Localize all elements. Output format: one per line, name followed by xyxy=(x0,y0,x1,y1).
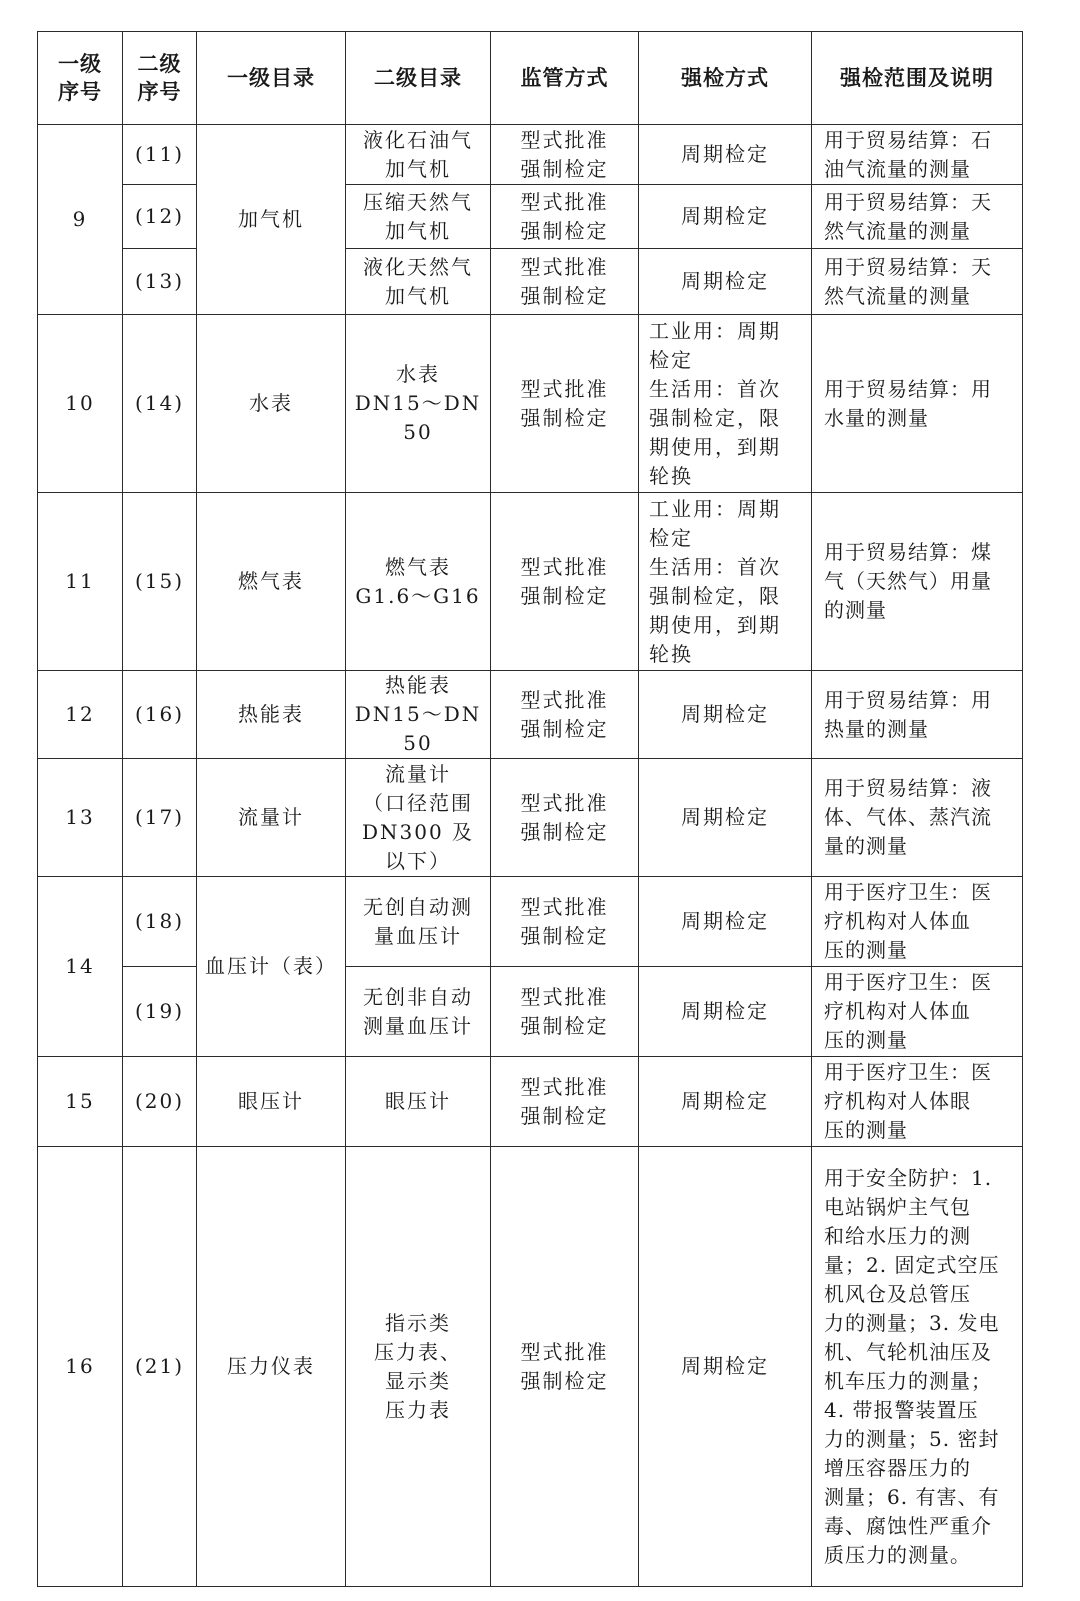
header-level1-no xyxy=(38,32,123,125)
level1-catalog-cell: 流量计 xyxy=(197,759,346,877)
scope-cell-line: 和给水压力的测 xyxy=(824,1223,971,1248)
level1-catalog-cell: 水表 xyxy=(197,315,346,493)
supervision-cell-line: 强制检定 xyxy=(520,1013,609,1038)
level1-catalog-cell: 加气机 xyxy=(197,125,346,315)
table-row xyxy=(38,967,1023,1057)
level1-catalog-cell: 眼压计 xyxy=(197,1057,346,1147)
supervision-cell xyxy=(491,759,639,877)
level2-no-cell: (16) xyxy=(123,671,197,759)
table-row xyxy=(38,493,1023,671)
header-text: 序号 xyxy=(58,80,102,104)
scope-cell-line: 疗机构对人体眼 xyxy=(824,1089,971,1113)
table-row xyxy=(38,671,1023,759)
scope-cell-line: 热量的测量 xyxy=(824,716,929,741)
level2-no-cell: (11) xyxy=(123,125,197,185)
inspection-catalog-table xyxy=(37,31,1023,1587)
scope-cell-line: 然气流量的测量 xyxy=(824,283,971,308)
header-text: 一级 xyxy=(58,52,102,76)
scope-cell-line: 用于贸易结算：天 xyxy=(824,254,992,279)
supervision-cell-line: 强制检定 xyxy=(520,156,609,181)
level2-catalog-cell-line: 液化天然气 xyxy=(363,254,473,279)
scope-cell-line: 机车压力的测量； xyxy=(824,1368,992,1393)
scope-cell-line: 气（天然气）用量 xyxy=(824,569,992,593)
header-text: 二级 xyxy=(137,52,182,76)
level2-catalog-cell xyxy=(346,185,491,249)
scope-cell xyxy=(812,249,1023,315)
table-row xyxy=(38,185,1023,249)
scope-cell-line: 机风仓及总管压 xyxy=(824,1281,971,1306)
scope-cell-line: 压的测量 xyxy=(824,1118,908,1142)
level1-catalog-cell: 压力仪表 xyxy=(197,1147,346,1587)
scope-cell-line: 用于贸易结算：用 xyxy=(824,376,992,401)
scope-cell-line: 压的测量 xyxy=(824,938,908,962)
level2-catalog-cell xyxy=(346,759,491,877)
supervision-cell xyxy=(491,125,639,185)
scope-cell-line: 力的测量；5. 密封 xyxy=(824,1426,1000,1451)
level2-catalog-cell-line: 压缩天然气 xyxy=(363,189,473,214)
table-row xyxy=(38,759,1023,877)
scope-cell-line: 用于医疗卫生：医 xyxy=(824,880,992,904)
header-inspection: 强检方式 xyxy=(639,32,812,125)
supervision-cell-line: 型式批准 xyxy=(520,189,609,214)
scope-cell-line: 然气流量的测量 xyxy=(824,218,971,243)
level1-no-cell: 14 xyxy=(38,877,123,1057)
level2-catalog-cell-line: 水表 xyxy=(396,362,440,386)
level2-catalog-cell-line: 测量血压计 xyxy=(363,1013,473,1038)
inspection-cell-line: 强制检定，限 xyxy=(649,405,781,430)
table-body xyxy=(38,125,1023,1587)
scope-cell-line: 体、气体、蒸汽流 xyxy=(824,805,992,829)
scope-cell-line: 用于医疗卫生：医 xyxy=(824,1060,992,1084)
level1-no-cell: 15 xyxy=(38,1057,123,1147)
level2-catalog-cell-line: 加气机 xyxy=(385,283,451,308)
table-row xyxy=(38,125,1023,185)
inspection-cell xyxy=(639,967,812,1057)
level2-catalog-cell-line: 液化石油气 xyxy=(363,127,473,152)
level2-catalog-cell-line: 加气机 xyxy=(385,156,451,181)
level1-catalog-cell: 燃气表 xyxy=(197,493,346,671)
scope-cell xyxy=(812,1147,1023,1587)
supervision-cell-line: 强制检定 xyxy=(520,819,609,844)
level2-catalog-cell-line: 热能表 xyxy=(385,673,451,697)
level1-no-cell: 9 xyxy=(38,125,123,315)
supervision-cell-line: 型式批准 xyxy=(520,894,609,919)
table-row xyxy=(38,1057,1023,1147)
scope-cell-line: 油气流量的测量 xyxy=(824,156,971,181)
level2-no-cell: (13) xyxy=(123,249,197,315)
header-scope: 强检范围及说明 xyxy=(812,32,1023,125)
supervision-cell-line: 强制检定 xyxy=(520,218,609,243)
inspection-cell-line: 轮换 xyxy=(649,463,693,488)
supervision-cell xyxy=(491,315,639,493)
level2-catalog-cell xyxy=(346,493,491,671)
supervision-cell-line: 型式批准 xyxy=(520,254,609,279)
table-row xyxy=(38,1147,1023,1587)
level2-catalog-cell-line: 流量计 xyxy=(385,761,451,786)
level2-no-cell: (21) xyxy=(123,1147,197,1587)
inspection-cell-line: 生活用：首次 xyxy=(649,376,781,401)
level2-catalog-cell xyxy=(346,1147,491,1587)
supervision-cell xyxy=(491,1057,639,1147)
inspection-cell-line: 轮换 xyxy=(649,641,693,666)
inspection-cell xyxy=(639,1147,812,1587)
inspection-cell-line: 周期检定 xyxy=(681,1089,769,1113)
scope-cell-line: 质压力的测量。 xyxy=(824,1542,971,1567)
scope-cell-line: 力的测量；3. 发电 xyxy=(824,1310,1000,1335)
supervision-cell xyxy=(491,877,639,967)
supervision-cell-line: 型式批准 xyxy=(520,984,609,1009)
header-supervision: 监管方式 xyxy=(491,32,639,125)
supervision-cell-line: 型式批准 xyxy=(520,127,609,152)
scope-cell xyxy=(812,315,1023,493)
scope-cell-line: 量的测量 xyxy=(824,834,908,858)
level2-catalog-cell xyxy=(346,1057,491,1147)
supervision-cell xyxy=(491,493,639,671)
supervision-cell-line: 强制检定 xyxy=(520,716,609,741)
scope-cell xyxy=(812,185,1023,249)
supervision-cell xyxy=(491,671,639,759)
supervision-cell-line: 型式批准 xyxy=(520,790,609,815)
level2-no-cell: (18) xyxy=(123,877,197,967)
supervision-cell-line: 强制检定 xyxy=(520,1103,609,1128)
scope-cell-line: 疗机构对人体血 xyxy=(824,909,971,933)
level2-catalog-cell-line: （口径范围 xyxy=(363,790,473,815)
supervision-cell xyxy=(491,1147,639,1587)
table-row xyxy=(38,315,1023,493)
supervision-cell xyxy=(491,185,639,249)
supervision-cell-line: 强制检定 xyxy=(520,405,609,430)
supervision-cell-line: 强制检定 xyxy=(520,583,609,608)
level2-catalog-cell-line: 压力表 xyxy=(385,1397,451,1422)
scope-cell-line: 用于贸易结算：煤 xyxy=(824,540,992,564)
scope-cell xyxy=(812,125,1023,185)
supervision-cell xyxy=(491,967,639,1057)
header-level2-catalog: 二级目录 xyxy=(346,32,491,125)
inspection-cell xyxy=(639,1057,812,1147)
inspection-cell-line: 周期检定 xyxy=(681,142,769,166)
scope-cell-line: 量；2. 固定式空压 xyxy=(824,1252,1000,1277)
level1-catalog-cell: 热能表 xyxy=(197,671,346,759)
inspection-cell xyxy=(639,671,812,759)
scope-cell-line: 增压容器压力的 xyxy=(824,1455,971,1480)
supervision-cell-line: 型式批准 xyxy=(520,1339,609,1364)
level2-catalog-cell-line: G1.6～G16 xyxy=(355,583,481,608)
level1-no-cell: 11 xyxy=(38,493,123,671)
inspection-cell-line: 周期检定 xyxy=(681,999,769,1023)
level1-no-cell: 12 xyxy=(38,671,123,759)
level2-catalog-cell-line: 显示类 xyxy=(385,1368,451,1393)
header-row xyxy=(38,32,1023,125)
inspection-cell-line: 生活用：首次 xyxy=(649,554,781,579)
inspection-cell-line: 期使用，到期 xyxy=(649,434,781,459)
scope-cell-line: 测量；6. 有害、有 xyxy=(824,1484,1000,1509)
scope-cell xyxy=(812,759,1023,877)
level2-catalog-cell xyxy=(346,671,491,759)
inspection-cell-line: 周期检定 xyxy=(681,909,769,933)
level2-no-cell: (15) xyxy=(123,493,197,671)
level2-catalog-cell-line: DN15～DN50 xyxy=(354,391,482,444)
inspection-cell xyxy=(639,185,812,249)
scope-cell-line: 压的测量 xyxy=(824,1028,908,1052)
supervision-cell-line: 型式批准 xyxy=(520,376,609,401)
scope-cell-line: 疗机构对人体血 xyxy=(824,999,971,1023)
inspection-cell-line: 周期检定 xyxy=(681,1354,769,1378)
scope-cell-line: 用于医疗卫生：医 xyxy=(824,970,992,994)
level2-catalog-cell-line: 无创非自动 xyxy=(363,984,473,1009)
level2-no-cell: (19) xyxy=(123,967,197,1057)
level2-no-cell: (14) xyxy=(123,315,197,493)
inspection-cell-line: 周期检定 xyxy=(681,702,769,726)
level2-catalog-cell xyxy=(346,877,491,967)
level1-no-cell: 10 xyxy=(38,315,123,493)
level2-catalog-cell-line: 加气机 xyxy=(385,218,451,243)
inspection-cell-line: 周期检定 xyxy=(681,269,769,293)
level2-catalog-cell-line: 压力表、 xyxy=(374,1339,462,1364)
inspection-cell xyxy=(639,315,812,493)
inspection-cell-line: 周期检定 xyxy=(681,805,769,829)
scope-cell-line: 用于贸易结算：天 xyxy=(824,189,992,214)
supervision-cell-line: 强制检定 xyxy=(520,283,609,308)
inspection-cell xyxy=(639,877,812,967)
inspection-cell-line: 强制检定，限 xyxy=(649,583,781,608)
level2-catalog-cell-line: 眼压计 xyxy=(385,1089,451,1113)
level2-no-cell: (17) xyxy=(123,759,197,877)
header-text: 序号 xyxy=(137,80,182,104)
inspection-cell xyxy=(639,249,812,315)
scope-cell-line: 用于贸易结算：用 xyxy=(824,687,992,712)
level2-no-cell: (20) xyxy=(123,1057,197,1147)
level2-catalog-cell-line: 燃气表 xyxy=(385,554,451,579)
inspection-cell-line: 检定 xyxy=(649,525,693,550)
scope-cell-line: 用于贸易结算：液 xyxy=(824,776,992,800)
supervision-cell-line: 强制检定 xyxy=(520,923,609,948)
level2-catalog-cell-line: 以下） xyxy=(385,848,451,873)
inspection-cell-line: 工业用：周期 xyxy=(649,496,781,521)
level2-catalog-cell-line: 指示类 xyxy=(385,1310,451,1335)
scope-cell xyxy=(812,493,1023,671)
level2-catalog-cell-line: 无创自动测 xyxy=(363,894,473,919)
scope-cell xyxy=(812,967,1023,1057)
supervision-cell-line: 强制检定 xyxy=(520,1368,609,1393)
level1-catalog-cell: 血压计（表） xyxy=(197,877,346,1057)
level2-catalog-cell-line: DN300 及 xyxy=(361,819,475,844)
inspection-cell-line: 检定 xyxy=(649,347,693,372)
table-row xyxy=(38,249,1023,315)
inspection-cell xyxy=(639,493,812,671)
supervision-cell-line: 型式批准 xyxy=(520,687,609,712)
scope-cell-line: 用于贸易结算：石 xyxy=(824,127,992,152)
level2-catalog-cell xyxy=(346,967,491,1057)
inspection-cell-line: 周期检定 xyxy=(681,204,769,228)
level2-catalog-cell xyxy=(346,249,491,315)
level2-catalog-cell-line: DN15～DN50 xyxy=(354,702,482,755)
scope-cell-line: 电站锅炉主气包 xyxy=(824,1194,971,1219)
inspection-cell xyxy=(639,759,812,877)
level1-no-cell: 13 xyxy=(38,759,123,877)
header-level2-no xyxy=(123,32,197,125)
level2-no-cell: (12) xyxy=(123,185,197,249)
scope-cell-line: 机、气轮机油压及 xyxy=(824,1339,992,1364)
level2-catalog-cell xyxy=(346,125,491,185)
supervision-cell xyxy=(491,249,639,315)
table-row xyxy=(38,877,1023,967)
scope-cell-line: 4. 带报警装置压 xyxy=(824,1397,979,1422)
header-level1-catalog: 一级目录 xyxy=(197,32,346,125)
level2-catalog-cell-line: 量血压计 xyxy=(374,923,462,948)
scope-cell xyxy=(812,1057,1023,1147)
inspection-cell-line: 期使用，到期 xyxy=(649,612,781,637)
scope-cell-line: 的测量 xyxy=(824,598,887,622)
level1-no-cell: 16 xyxy=(38,1147,123,1587)
inspection-cell xyxy=(639,125,812,185)
inspection-cell-line: 工业用：周期 xyxy=(649,318,781,343)
scope-cell-line: 水量的测量 xyxy=(824,405,929,430)
scope-cell-line: 毒、腐蚀性严重介 xyxy=(824,1513,992,1538)
scope-cell-line: 用于安全防护：1. xyxy=(824,1165,993,1190)
scope-cell xyxy=(812,877,1023,967)
supervision-cell-line: 型式批准 xyxy=(520,1074,609,1099)
supervision-cell-line: 型式批准 xyxy=(520,554,609,579)
scope-cell xyxy=(812,671,1023,759)
level2-catalog-cell xyxy=(346,315,491,493)
